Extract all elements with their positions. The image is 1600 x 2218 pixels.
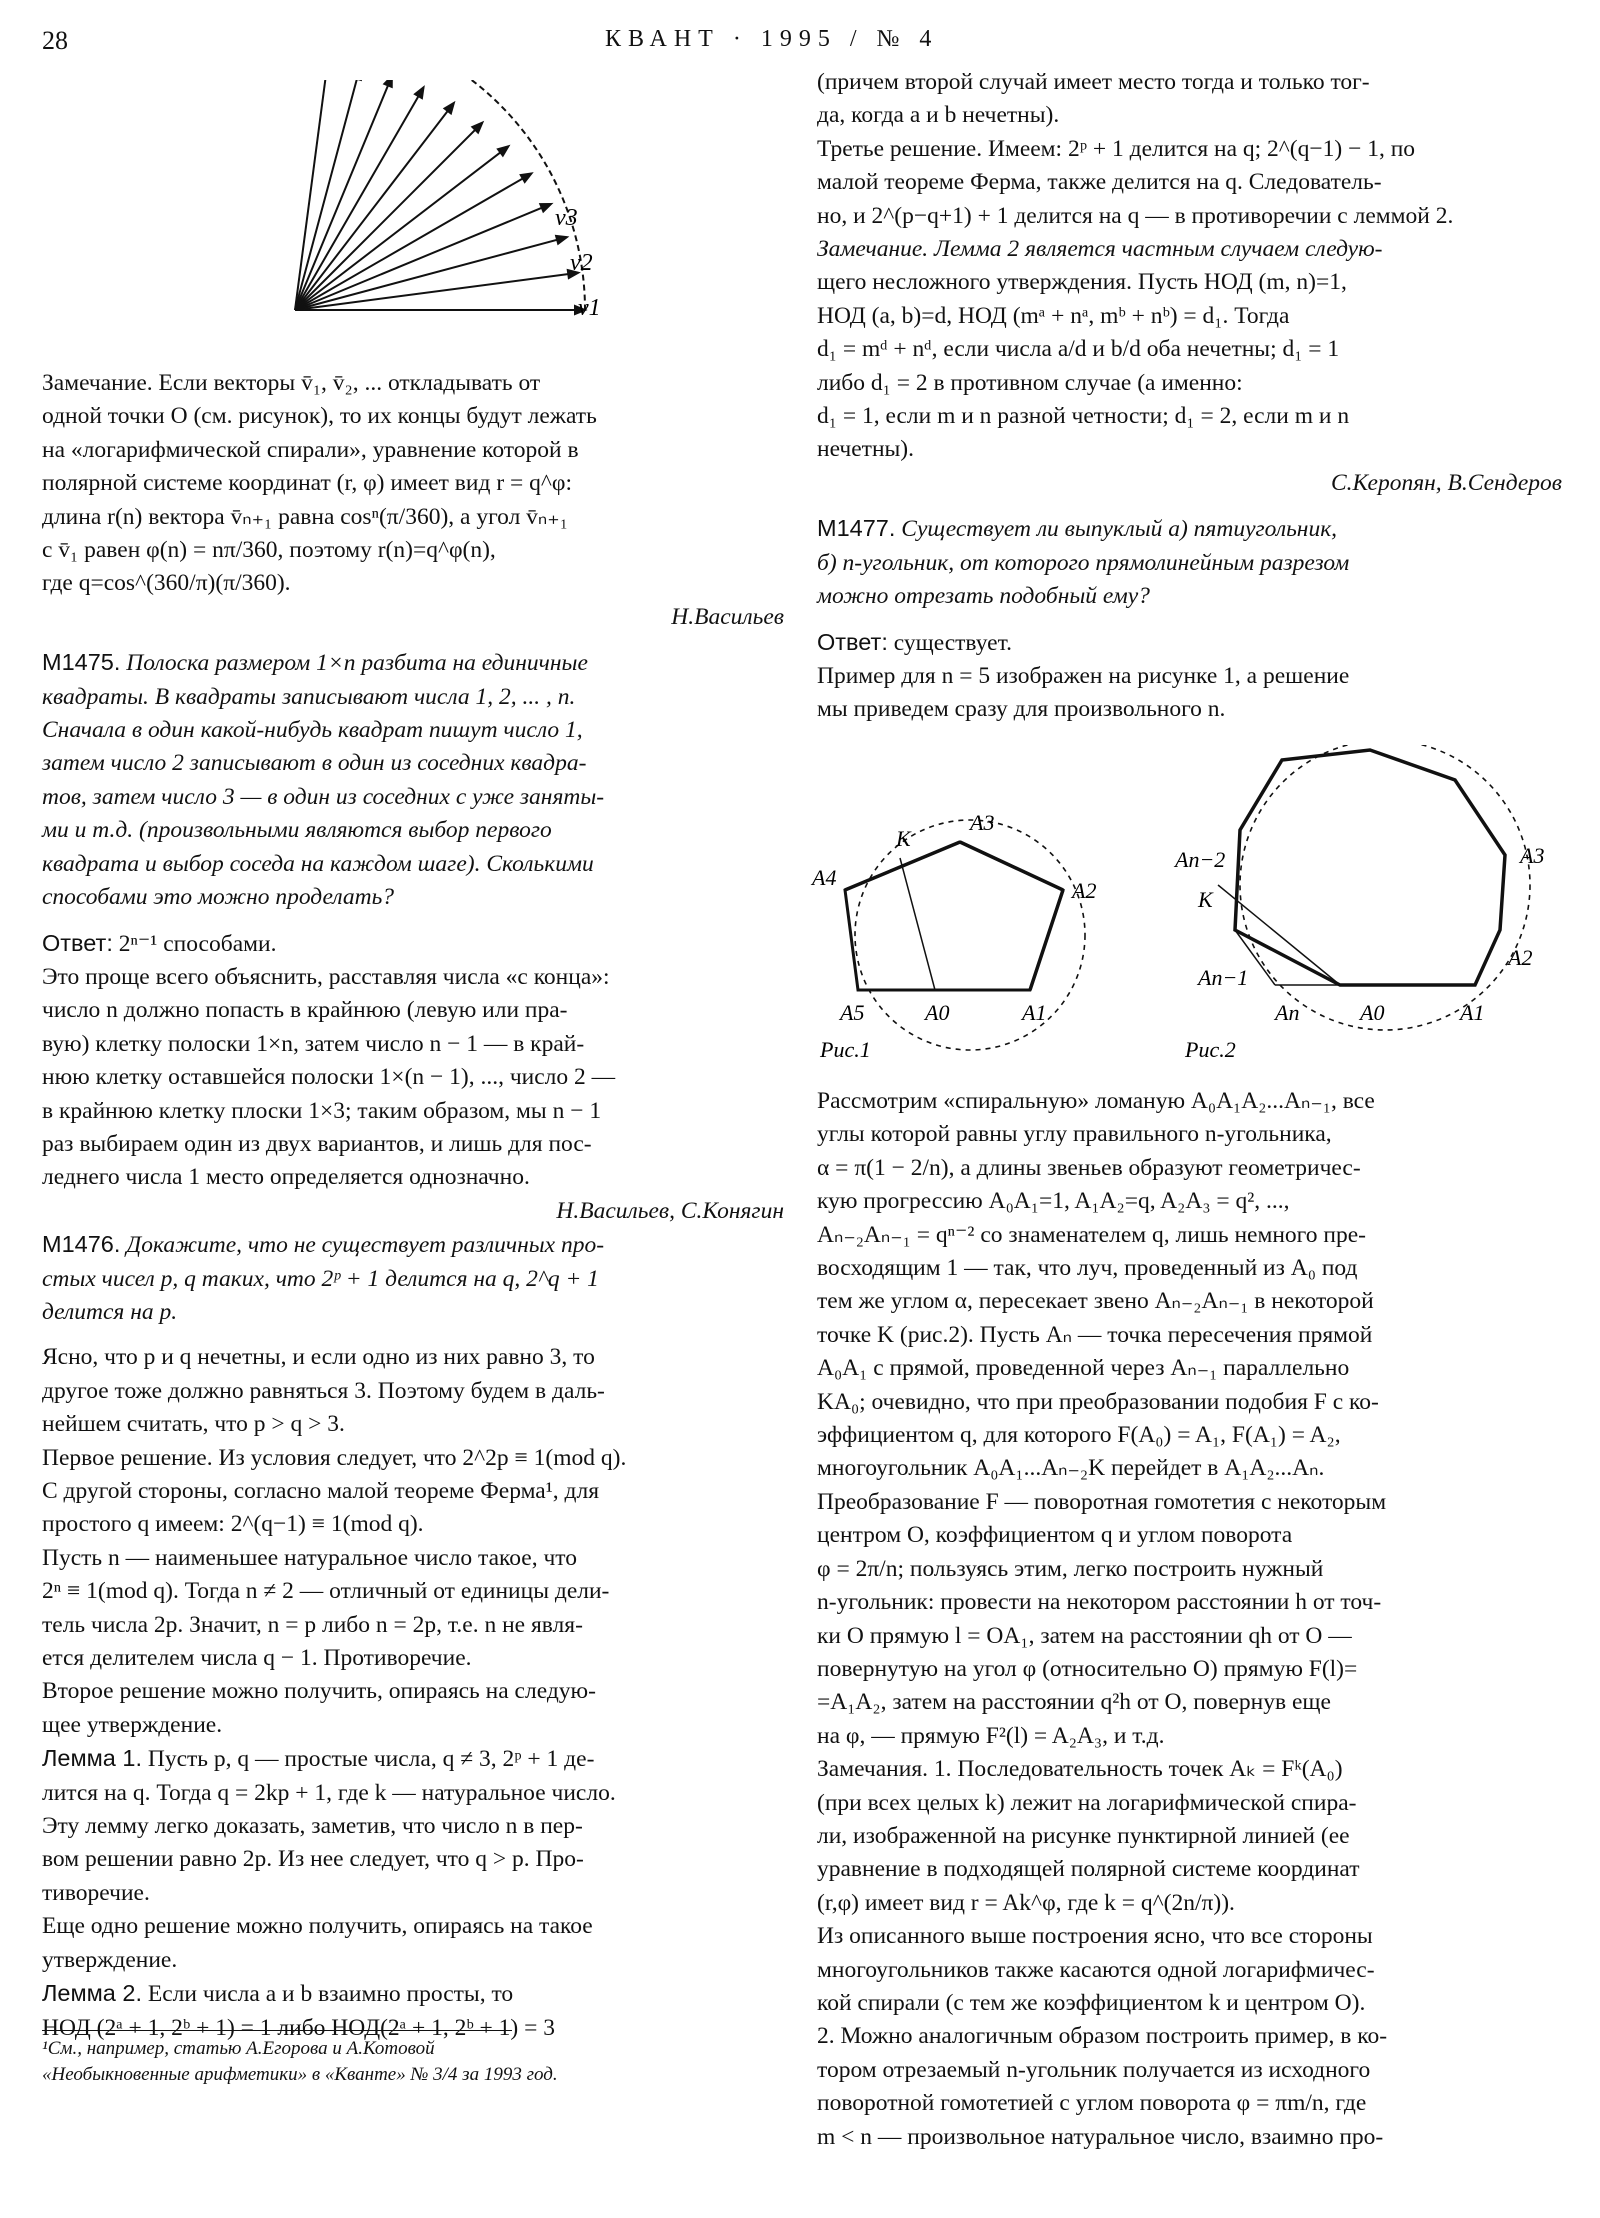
- body-line: центром O, коэффициентом q и углом поворота: [817, 1522, 1293, 1549]
- problem-text: Докажите, что не существует различных про-: [120, 1232, 605, 1259]
- body-line: уравнение в подходящей полярной системе координат: [817, 1856, 1360, 1883]
- label-A4: A4: [812, 865, 837, 890]
- problem-number: М1476.: [42, 1231, 121, 1258]
- solution-line: щего несложного утверждения. Пусть НОД (m, n)=1,: [817, 269, 1347, 296]
- arrow-head: [556, 236, 567, 244]
- body-line: на φ, — прямую F²(l) = A₂A₃, и т.д.: [817, 1722, 1165, 1749]
- solution-line: Первое решение. Из условия следует, что 2^2p ≡ 1(mod q).: [42, 1444, 627, 1471]
- label-K: K: [1198, 887, 1213, 912]
- solution-line: тель числа 2p. Значит, n = p либо n = 2p, т.е. n не явля-: [42, 1611, 583, 1638]
- body-line: A₀A₁ с прямой, проведенной через Aₙ₋₁ параллельно: [817, 1355, 1350, 1382]
- label-A5: A5: [840, 1000, 865, 1025]
- body-line: Замечания. 1. Последовательность точек Aₖ = Fᵏ(A₀): [817, 1756, 1343, 1783]
- body-line: поворотной гомотетией с углом поворота φ = πm/n, где: [817, 2090, 1367, 2117]
- solution-line: мы приведем сразу для произвольного n.: [817, 696, 1226, 723]
- lemma-text: НОД (2ᵃ + 1, 2ᵇ + 1) = 1 либо НОД(2ᵃ + 1, 2ᵇ + 1) = 3: [42, 2014, 555, 2041]
- solution-line: Это проще всего объяснить, расставляя числа «с конца»:: [42, 963, 610, 990]
- lemma-label: Лемма 1.: [42, 1745, 143, 1772]
- lemma-text: тиворечие.: [42, 1879, 150, 1906]
- arrow-head: [415, 87, 423, 98]
- solution-line: нечетны).: [817, 436, 915, 463]
- body-line: Из описанного выше построения ясно, что все стороны: [817, 1923, 1373, 1950]
- label-A2: A2: [1072, 878, 1097, 903]
- body-line: ли, изображенной на рисунке пунктирной линией (ее: [817, 1822, 1350, 1849]
- body-line: (при всех целых k) лежит на логарифмической спира-: [817, 1789, 1357, 1816]
- lemma-text: Еще одно решение можно получить, опираясь на такое: [42, 1913, 593, 1940]
- body-line: Aₙ₋₂Aₙ₋₁ = qⁿ⁻² со знаменателем q, лишь немного пре-: [817, 1221, 1366, 1248]
- remark-line: Замечание. Если векторы v̄₁, v̄₂, ... откладывать от: [42, 370, 541, 396]
- body-line: тором отрезаемый n-угольник получается из исходного: [817, 2056, 1371, 2083]
- body-line: тем же углом α, пересекает звено Aₙ₋₂Aₙ₋₁ в некоторой: [817, 1288, 1374, 1315]
- answer-label: Ответ:: [42, 929, 113, 956]
- label-A0: A0: [1360, 1000, 1385, 1025]
- problem-text: Полоска размером 1×n разбита на единичные: [120, 650, 588, 677]
- label-An-2: An−2: [1175, 847, 1226, 872]
- remark-line: с v̄₁ равен φ(n) = nπ/360, поэтому r(n)=q^φ(n),: [42, 537, 496, 564]
- solution-line: леднего числа 1 место определяется однозначно.: [42, 1164, 530, 1191]
- right-column-top: [817, 66, 1562, 727]
- remark-line: одной точки O (см. рисунок), то их концы будут лежать: [42, 403, 597, 430]
- problem-text: затем число 2 записывают в один из соседних квадра-: [42, 750, 587, 777]
- body-line: n-угольник: провести на некотором расстоянии h от точ-: [817, 1589, 1382, 1616]
- lemma-text: Если числа a и b взаимно просты, то: [142, 1981, 514, 2008]
- solution-line: Замечание. Лемма 2 является частным случаем следую-: [817, 236, 1383, 263]
- problem-text: Существует ли выпуклый а) пятиугольник,: [895, 516, 1338, 543]
- solution-line: Пример для n = 5 изображен на рисунке 1, а решение: [817, 662, 1350, 689]
- problem-text: квадраты. В квадраты записывают числа 1, 2, ... , n.: [42, 683, 576, 710]
- label-v2: v2: [570, 250, 593, 276]
- author-signature: С.Керопян, В.Сендеров: [1330, 469, 1562, 496]
- remark-line: полярной системе координат (r, φ) имеет вид r = q^φ:: [42, 470, 573, 497]
- label-A3: A3: [970, 810, 995, 835]
- body-line: (r,φ) имеет вид r = Ak^φ, где k = q^(2n/π)).: [817, 1889, 1235, 1916]
- label-An: An: [1275, 1000, 1300, 1025]
- remark-line: на «логарифмической спирали», уравнение которой в: [42, 436, 579, 463]
- body-line: многоугольник A₀A₁...Aₙ₋₂K перейдет в A₁A₂...Aₙ.: [817, 1455, 1325, 1482]
- solution-line: либо d₁ = 2 в противном случае (а именно:: [817, 369, 1243, 396]
- lemma-label: Лемма 2.: [42, 1980, 143, 2007]
- solution-line: да, когда a и b нечетны).: [817, 102, 1060, 129]
- problem-text: делится на p.: [42, 1298, 178, 1325]
- solution-line: вую) клетку полоски 1×n, затем число n − 1 — в край-: [42, 1030, 585, 1057]
- vector-arrow: [295, 80, 360, 310]
- left-column: [42, 367, 784, 2045]
- lemma-text: Эту лемму легко доказать, заметив, что число n в пер-: [42, 1813, 583, 1840]
- lemma-text: лится на q. Тогда q = 2kp + 1, где k — натуральное число.: [42, 1779, 616, 1806]
- answer-label: Ответ:: [817, 628, 888, 655]
- answer-text: 2ⁿ⁻¹ способами.: [112, 930, 277, 957]
- journal-header: КВАНТ · 1995 / № 4: [605, 26, 939, 52]
- solution-line: Второе решение можно получить, опираясь на следую-: [42, 1678, 596, 1705]
- author-signature: Н.Васильев: [671, 603, 784, 630]
- answer-text: существует.: [887, 629, 1012, 656]
- label-A1: A1: [1022, 1000, 1047, 1025]
- solution-line: Ясно, что p и q нечетны, и если одно из них равно 3, то: [42, 1344, 595, 1371]
- problem-number: М1475.: [42, 649, 121, 676]
- body-line: многоугольников также касаются одной логарифмичес-: [817, 1956, 1375, 1983]
- label-An-1: An−1: [1198, 965, 1249, 990]
- label-A0: A0: [925, 1000, 950, 1025]
- lemma-text: вом решении равно 2p. Из нее следует, что q > p. Про-: [42, 1846, 584, 1873]
- figure-caption: Рис.2: [1185, 1037, 1236, 1062]
- problem-text: способами это можно проделать?: [42, 884, 395, 911]
- solution-line: (причем второй случай имеет место тогда и только тог-: [817, 69, 1370, 95]
- problem-text: тов, затем число 3 — в один из соседних с уже заняты-: [42, 783, 605, 810]
- label-A1: A1: [1460, 1000, 1485, 1025]
- right-column-body: [817, 1085, 1562, 2154]
- solution-line: 2ⁿ ≡ 1(mod q). Тогда n ≠ 2 — отличный от единицы дели-: [42, 1578, 610, 1605]
- figure-1: [810, 780, 1130, 1070]
- solution-line: ется делителем числа q − 1. Противоречие.: [42, 1645, 472, 1672]
- vector-arrow: [295, 237, 567, 310]
- solution-line: простого q имеем: 2^(q−1) ≡ 1(mod q).: [42, 1511, 424, 1538]
- solution-line: Пусть n — наименьшее натуральное число такое, что: [42, 1544, 578, 1571]
- figure-caption: Рис.1: [820, 1037, 871, 1062]
- solution-line: щее утверждение.: [42, 1711, 223, 1738]
- body-line: ки O прямую l = OA₁, затем на расстоянии qh от O —: [817, 1622, 1352, 1649]
- solution-line: нейшем считать, что p > q > 3.: [42, 1411, 345, 1438]
- problem-text: Сначала в один какой-нибудь квадрат пишут число 1,: [42, 717, 583, 744]
- lemma-text: утверждение.: [42, 1946, 178, 1973]
- solution-line: в крайнюю клетку плоски 1×3; таким образом, мы n − 1: [42, 1097, 602, 1124]
- body-line: m < n — произвольное натуральное число, взаимно про-: [817, 2123, 1384, 2150]
- solution-line: но, и 2^(p−q+1) + 1 делится на q — в противоречии с леммой 2.: [817, 202, 1454, 229]
- problem-number: М1477.: [817, 515, 896, 542]
- figure-2: [1170, 745, 1570, 1075]
- solution-line: нюю клетку оставшейся полоски 1×(n − 1), ..., число 2 —: [42, 1064, 616, 1091]
- vector-arrow: [295, 87, 423, 310]
- body-line: Преобразование F — поворотная гомотетия с некоторым: [817, 1488, 1387, 1515]
- label-K: K: [896, 826, 911, 851]
- solution-line: другое тоже должно равняться 3. Поэтому будем в даль-: [42, 1377, 605, 1404]
- body-line: 2. Можно аналогичным образом построить пример, в ко-: [817, 2023, 1388, 2050]
- footnote: [42, 2036, 784, 2088]
- body-line: KA₀; очевидно, что при преобразовании подобия F с ко-: [817, 1388, 1379, 1415]
- vector-arrow: [295, 174, 531, 310]
- problem-text: можно отрезать подобный ему?: [817, 583, 1150, 610]
- vector-arrow: [295, 123, 482, 310]
- body-line: восходящим 1 — так, что луч, проведенный из A₀ под: [817, 1255, 1358, 1282]
- body-line: точке K (рис.2). Пусть Aₙ — точка пересечения прямой: [817, 1321, 1373, 1348]
- body-line: кой спирали (с тем же коэффициентом k и центром O).: [817, 1989, 1366, 2016]
- solution-line: Третье решение. Имеем: 2ᵖ + 1 делится на q; 2^(q−1) − 1, по: [817, 135, 1416, 162]
- solution-line: d₁ = 1, если m и n разной четности; d₁ = 2, если m и n: [817, 403, 1350, 430]
- solution-line: малой теореме Ферма, также делится на q. Следователь-: [817, 169, 1382, 196]
- problem-text: квадрата и выбор соседа на каждом шаге). Сколькими: [42, 850, 594, 877]
- body-line: эффициентом q, для которого F(A₀) = A₁, F(A₁) = A₂,: [817, 1422, 1341, 1449]
- solution-line: d₁ = mᵈ + nᵈ, если числа a/d и b/d оба нечетны; d₁ = 1: [817, 336, 1340, 363]
- body-line: повернутую на угол φ (относительно O) прямую F(l)=: [817, 1655, 1358, 1682]
- label-v3: v3: [555, 205, 578, 231]
- label-A3: A3: [1520, 843, 1545, 868]
- remark-block: [42, 367, 784, 601]
- body-line: α = π(1 − 2/n), а длины звеньев образуют геометричес-: [817, 1154, 1361, 1181]
- body-line: Рассмотрим «спиральную» ломаную A₀A₁A₂...Aₙ₋₁, все: [817, 1088, 1375, 1114]
- problem-text: стых чисел p, q таких, что 2ᵖ + 1 делится на q, 2^q + 1: [42, 1265, 599, 1292]
- body-line: кую прогрессию A₀A₁=1, A₁A₂=q, A₂A₃ = q², ...,: [817, 1188, 1290, 1215]
- label-v1: v1: [578, 295, 601, 321]
- footnote-line: «Необыкновенные арифметики» в «Кванте» № 3/4 за 1993 год.: [42, 2064, 558, 2085]
- problem-text: ми и т.д. (произвольными являются выбор первого: [42, 817, 552, 844]
- solution-line: число n должно попасть в крайнюю (левую или пра-: [42, 997, 568, 1024]
- arrow-head: [540, 204, 551, 212]
- arrow-head: [521, 174, 532, 182]
- footnote-rule: [42, 2030, 512, 2031]
- body-line: углы которой равны углу правильного n-угольника,: [817, 1121, 1332, 1148]
- author-signature: Н.Васильев, С.Конягин: [556, 1197, 784, 1224]
- problem-text: б) n-угольник, от которого прямолинейным разрезом: [817, 549, 1350, 576]
- page-number: 28: [42, 26, 68, 55]
- solution-line: НОД (a, b)=d, НОД (mᵃ + nᵃ, mᵇ + nᵇ) = d₁. Тогда: [817, 302, 1290, 329]
- remark-line: длина r(n) вектора v̄ₙ₊₁ равна cosⁿ(π/360), а угол v̄ₙ₊₁: [42, 503, 568, 530]
- vectors-figure: [250, 80, 610, 350]
- lemma-text: Пусть p, q — простые числа, q ≠ 3, 2ᵖ + 1 де-: [142, 1746, 595, 1773]
- body-line: φ = 2π/n; пользуясь этим, легко построить нужный: [817, 1555, 1324, 1582]
- body-line: =A₁A₂, затем на расстоянии q²h от O, повернув еще: [817, 1689, 1331, 1716]
- remark-line: где q=cos^(360/π)(π/360).: [42, 570, 291, 597]
- solution-line: С другой стороны, согласно малой теореме Ферма¹, для: [42, 1478, 600, 1504]
- solution-line: раз выбираем один из двух вариантов, и лишь для пос-: [42, 1130, 592, 1157]
- arrow-head: [384, 80, 392, 87]
- label-A2: A2: [1508, 945, 1533, 970]
- footnote-line: ¹См., например, статью А.Егорова и А.Котовой: [42, 2038, 435, 2059]
